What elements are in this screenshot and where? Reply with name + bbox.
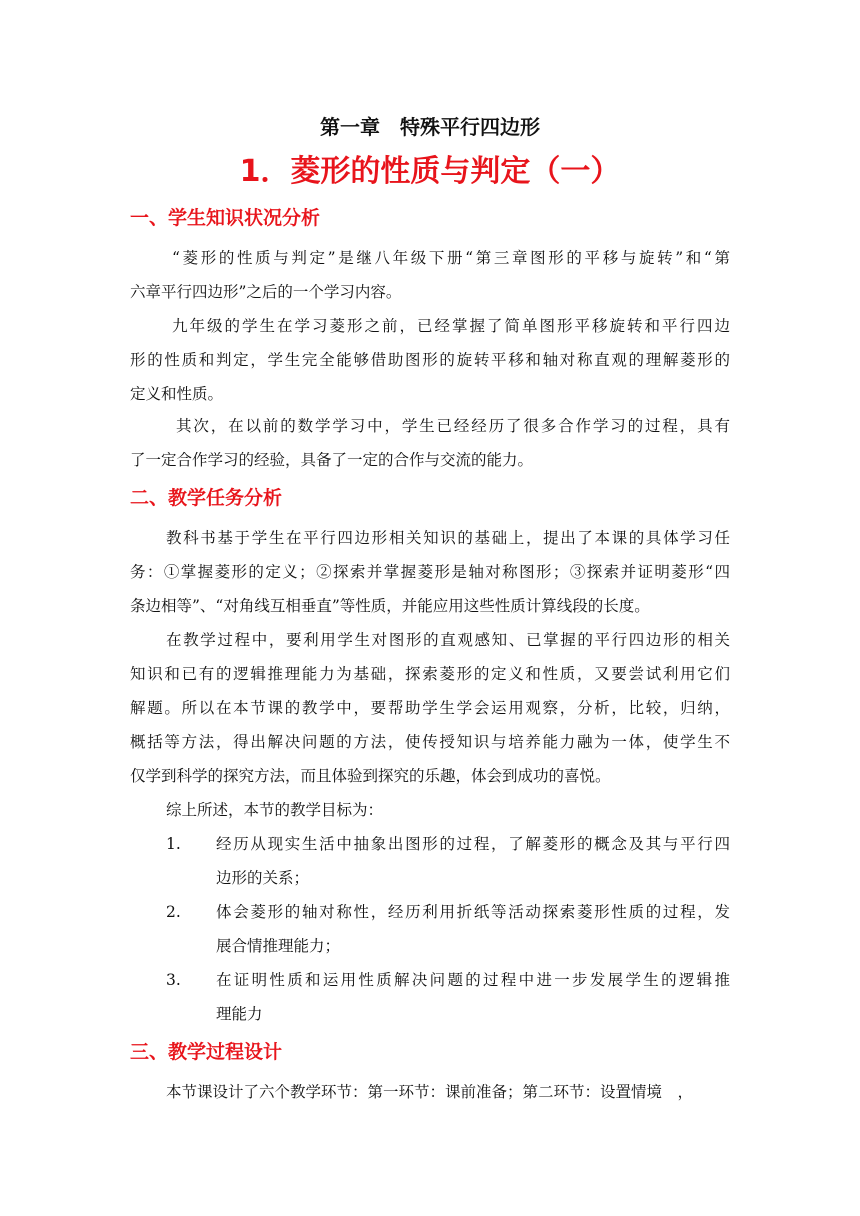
paragraph-line: 形的性质和判定，学生完全能够借助图形的旋转平移和轴对称直观的理解菱形的 (130, 351, 730, 369)
paragraph (130, 521, 730, 623)
paragraph (130, 1075, 730, 1109)
list-line: 理能力 (216, 1005, 263, 1023)
paragraph-line: 了一定合作学习的经验，具备了一定的合作与交流的能力。 (130, 451, 534, 469)
paragraph-line: 概括等方法，得出解决问题的方法，使传授知识与培养能力融为一体，使学生不 (130, 733, 730, 751)
paragraph-line: 综上所述，本节的教学目标为： (166, 801, 384, 819)
paragraph (130, 623, 730, 793)
paragraph-line: 其次，在以前的数学学习中，学生已经经历了很多合作学习的过程，具有 (176, 417, 730, 435)
paragraph-line: “菱形的性质与判定”是继八年级下册“第三章图形的平移与旋转”和“第 (172, 249, 730, 267)
list-item (130, 963, 730, 1031)
paragraph (130, 309, 730, 411)
paragraph (130, 409, 730, 477)
paragraph-line: 解题。所以在本节课的教学中，要帮助学生学会运用观察，分析，比较，归纳， (130, 699, 730, 717)
paragraph-line: 六章平行四边形”之后的一个学习内容。 (130, 283, 402, 301)
list-text (216, 895, 730, 963)
paragraph-line: 本节课设计了六个教学环节：第一环节：课前准备；第二环节：设置情境 ， (166, 1083, 694, 1101)
paragraph-line: 在教学过程中，要利用学生对图形的直观感知、已掌握的平行四边形的相关 (166, 631, 730, 649)
list-item (130, 827, 730, 895)
paragraph-line: 知识和已有的逻辑推理能力为基础，探索菱形的定义和性质，又要尝试利用它们 (130, 665, 730, 683)
section-heading-task-analysis: 二、教学任务分析 (130, 487, 283, 509)
paragraph-line: 务：①掌握菱形的定义；②探索并掌握菱形是轴对称图形；③探索并证明菱形“四 (130, 563, 730, 581)
list-text (216, 827, 730, 895)
chapter-title: 第一章 特殊平行四边形 (320, 115, 540, 139)
list-line: 展合情推理能力； (216, 937, 341, 955)
list-line: 经历从现实生活中抽象出图形的过程，了解菱形的概念及其与平行四 (216, 835, 730, 853)
section-heading-process-design: 三、教学过程设计 (130, 1041, 283, 1063)
list-number: 2. (166, 903, 181, 921)
paragraph-line: 定义和性质。 (130, 385, 224, 403)
list-line: 体会菱形的轴对称性，经历利用折纸等活动探索菱形性质的过程，发 (216, 903, 730, 921)
list-text (216, 963, 730, 1031)
list-number: 1. (166, 835, 181, 853)
list-line: 在证明性质和运用性质解决问题的过程中进一步发展学生的逻辑推 (216, 971, 730, 989)
paragraph-line: 教科书基于学生在平行四边形相关知识的基础上，提出了本课的具体学习任 (166, 529, 730, 547)
paragraph-line: 条边相等”、“对角线互相垂直”等性质，并能应用这些性质计算线段的长度。 (130, 597, 650, 615)
section-heading-student-analysis: 一、学生知识状况分析 (130, 207, 321, 229)
paragraph-line: 仅学到科学的探究方法，而且体验到探究的乐趣，体会到成功的喜悦。 (130, 767, 611, 785)
list-number: 3. (166, 971, 181, 989)
paragraph-line: 九年级的学生在学习菱形之前，已经掌握了简单图形平移旋转和平行四边 (172, 317, 730, 335)
list-line: 边形的关系； (216, 869, 310, 887)
paragraph (130, 241, 730, 309)
list-item (130, 895, 730, 963)
paragraph (130, 793, 730, 827)
lesson-title: 1．菱形的性质与判定（一） (239, 154, 621, 189)
